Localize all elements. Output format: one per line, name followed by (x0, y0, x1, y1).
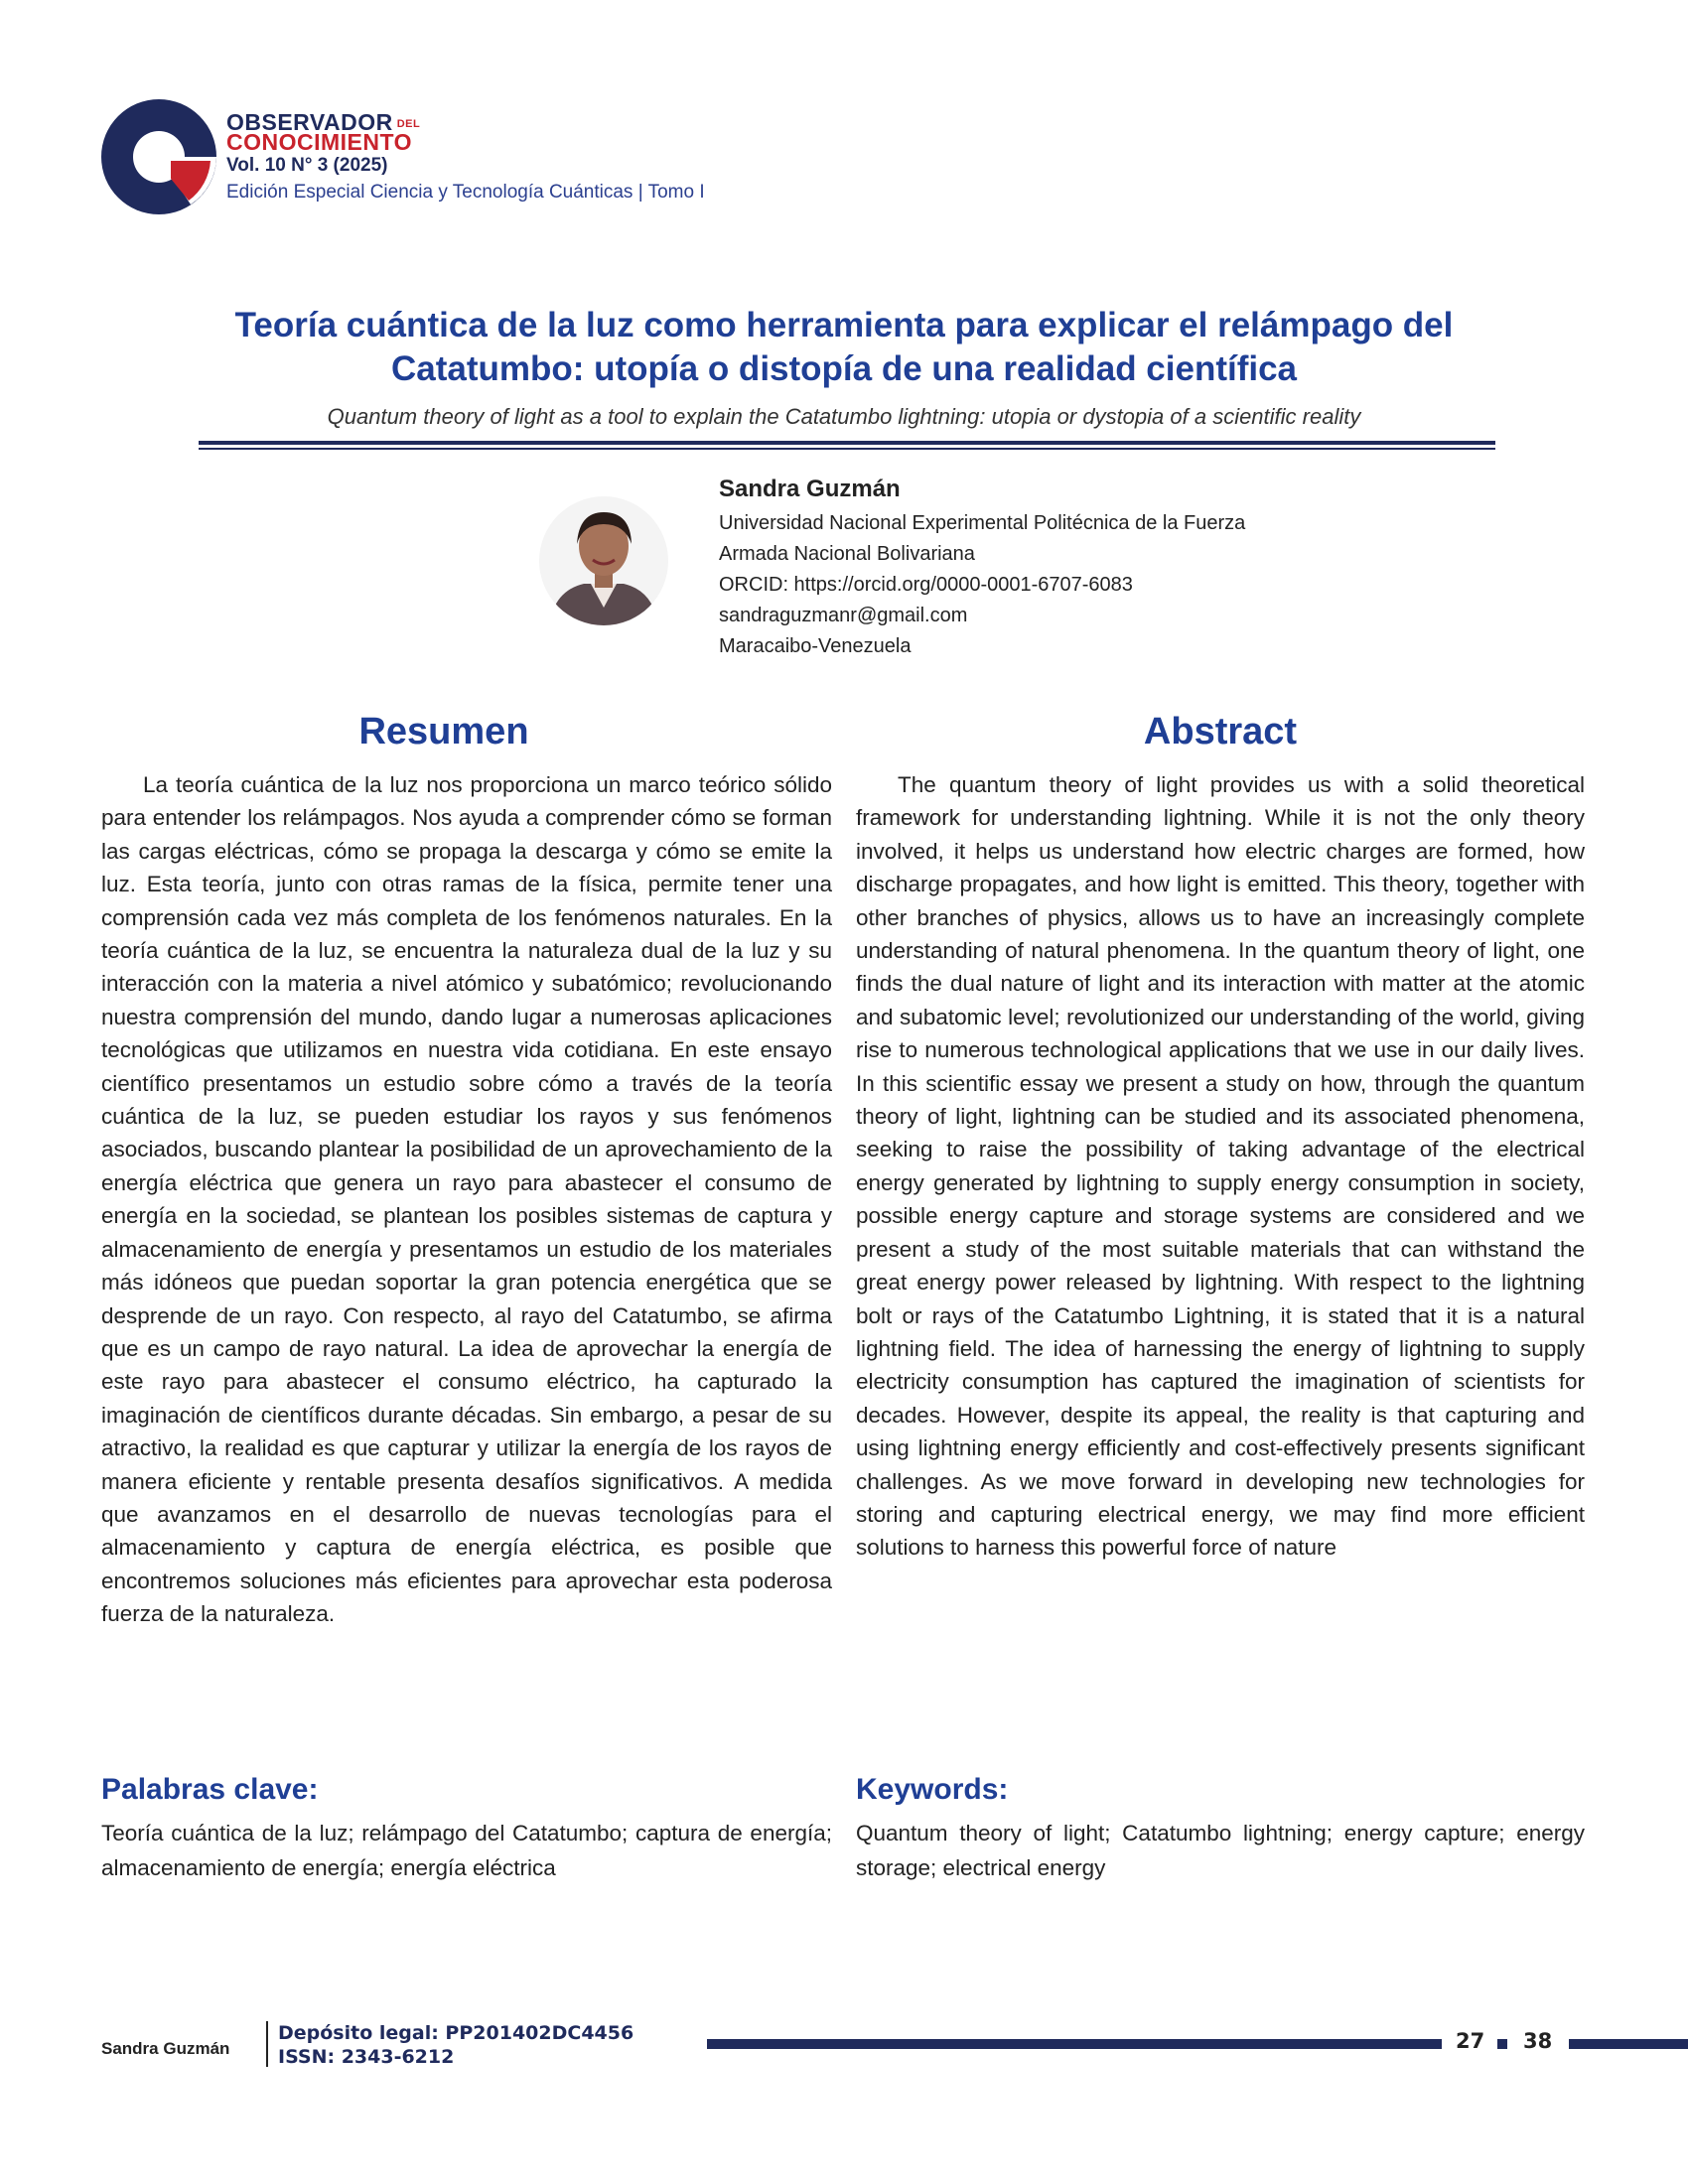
footer-bar-left (707, 2039, 1442, 2049)
footer-deposito: Depósito legal: PP201402DC4456 (278, 2022, 634, 2044)
page-separator-square (1497, 2039, 1507, 2049)
footer-separator (266, 2021, 268, 2067)
footer-legal-info (278, 2021, 633, 2069)
journal-logo-icon (99, 97, 218, 216)
edition-info: Edición Especial Ciencia y Tecnología Cuánticas | Tomo I (226, 182, 705, 203)
resumen-paragraph: La teoría cuántica de la luz nos proporciona un marco teórico sólido para entender los relámpagos. Nos ayuda a comprender cómo se forman las cargas eléctricas, cómo se propaga la descarga y cómo se emite la luz. Esta teoría, junto con otras ramas de la física, permite tener una comprensión cada vez más completa de los fenómenos naturales. En la teoría cuántica de la luz, se encuentra la naturaleza dual de la luz y su interacción con la materia a nivel atómico y subatómico; revolucionando nuestra comprensión del mundo, dando lugar a numerosas aplicaciones tecnológicas que utilizamos en nuestra vida cotidiana. En este ensayo científico presentamos un estudio sobre cómo a través de la teoría cuántica de la luz, se pueden estudiar los rayos y sus fenómenos asociados, buscando plantear la posibilidad de un aprovechamiento de la energía eléctrica que genera un rayo para abastecer el consumo de energía en la sociedad, se plantean los posibles sistemas de captura y almacenamiento de energía y presentamos un estudio de los materiales más idóneos que puedan soportar la gran potencia energética que se desprende de un rayo. Con respecto, al rayo del Catatumbo, se afirma que es un campo de rayo natural. La idea de aprovechar la energía de este rayo para abastecer el consumo eléctrico, ha capturado la imaginación de científicos durante décadas. Sin embargo, a pesar de su atractivo, la realidad es que capturar y utilizar la energía de los rayos de manera eficiente y rentable presenta desafíos significativos. A medida que avanzamos en el desarrollo de nuevas tecnologías para el almacenamiento y captura de energía eléctrica, es posible que encontremos soluciones más eficientes para aprovechar esta poderosa fuerza de la naturaleza. (101, 772, 832, 1627)
abstract-body (856, 768, 1585, 1565)
author-orcid[interactable]: ORCID: https://orcid.org/0000-0001-6707-6083 (719, 574, 1133, 596)
author-name: Sandra Guzmán (719, 476, 901, 502)
author-details (719, 508, 1245, 662)
brand-name-bottom: CONOCIMIENTO (226, 129, 413, 155)
page-total: 38 (1523, 2029, 1553, 2053)
resumen-body (101, 768, 832, 1631)
palabras-clave-heading: Palabras clave: (101, 1773, 319, 1806)
footer-issn: ISSN: 2343-6212 (278, 2046, 455, 2068)
author-affiliation-1: Universidad Nacional Experimental Politécnica de la Fuerza (719, 512, 1246, 534)
author-affiliation-2: Armada Nacional Bolivariana (719, 543, 975, 565)
author-photo (539, 496, 668, 625)
keywords-text: Quantum theory of light; Catatumbo lightning; energy capture; energy storage; electrical energy (856, 1821, 1585, 1880)
abstract-heading: Abstract (1143, 711, 1298, 752)
abstract-paragraph: The quantum theory of light provides us with a solid theoretical framework for understanding lightning. While it is not the only theory involved, it helps us understand how electric charges are formed, how discharge propagates, and how light is emitted. This theory, together with other branches of physics, allows us to have an increasingly complete understanding of natural phenomena. In the quantum theory of light, one finds the dual nature of light and its interaction with matter at the atomic and subatomic level; revolutionized our understanding of the world, giving rise to numerous technological applications that we use in our daily lives. In this scientific essay we present a study on how, through the quantum theory of light, lightning can be studied and its associated phenomena, seeking to raise the possibility of taking advantage of the electrical energy generated by lightning to supply energy consumption in society, possible energy capture and storage systems are considered and we present a study of the most suitable materials that can withstand the great energy power released by lightning. With respect to the lightning bolt or rays of the Catatumbo Lightning, it is stated that it is a natural lightning field. The idea of harnessing the energy of lightning to supply electricity consumption has captured the imagination of scientists for decades. However, despite its appeal, the reality is that capturing and using lightning energy efficiently and cost-effectively presents significant challenges. As we move forward in developing new technologies for storing and capturing electrical energy, we may find more efficient solutions to harness this powerful force of nature (856, 772, 1585, 1561)
brand-name-top: OBSERVADOR DEL (226, 109, 421, 135)
author-email[interactable]: sandraguzmanr@gmail.com (719, 605, 968, 626)
article-title: Teoría cuántica de la luz como herramienta para explicar el relámpago del Catatumbo: utopía o distopía de una realidad científica (234, 306, 1454, 388)
palabras-clave-text: Teoría cuántica de la luz; relámpago del Catatumbo; captura de energía; almacenamiento de energía; energía eléctrica (101, 1821, 832, 1880)
page-number: 27 (1456, 2029, 1485, 2053)
title-rule-thin (199, 448, 1495, 450)
title-rule-thick (199, 441, 1495, 445)
resumen-heading: Resumen (358, 711, 529, 752)
article-subtitle: Quantum theory of light as a tool to explain the Catatumbo lightning: utopia or dystopia of a scientific reality (327, 404, 1361, 429)
author-location: Maracaibo-Venezuela (719, 635, 912, 657)
footer-bar-right (1569, 2039, 1688, 2049)
volume-info: Vol. 10 N° 3 (2025) (226, 155, 388, 176)
footer-author: Sandra Guzmán (101, 2039, 230, 2058)
brand-del: DEL (396, 117, 421, 130)
keywords-heading: Keywords: (856, 1773, 1009, 1806)
